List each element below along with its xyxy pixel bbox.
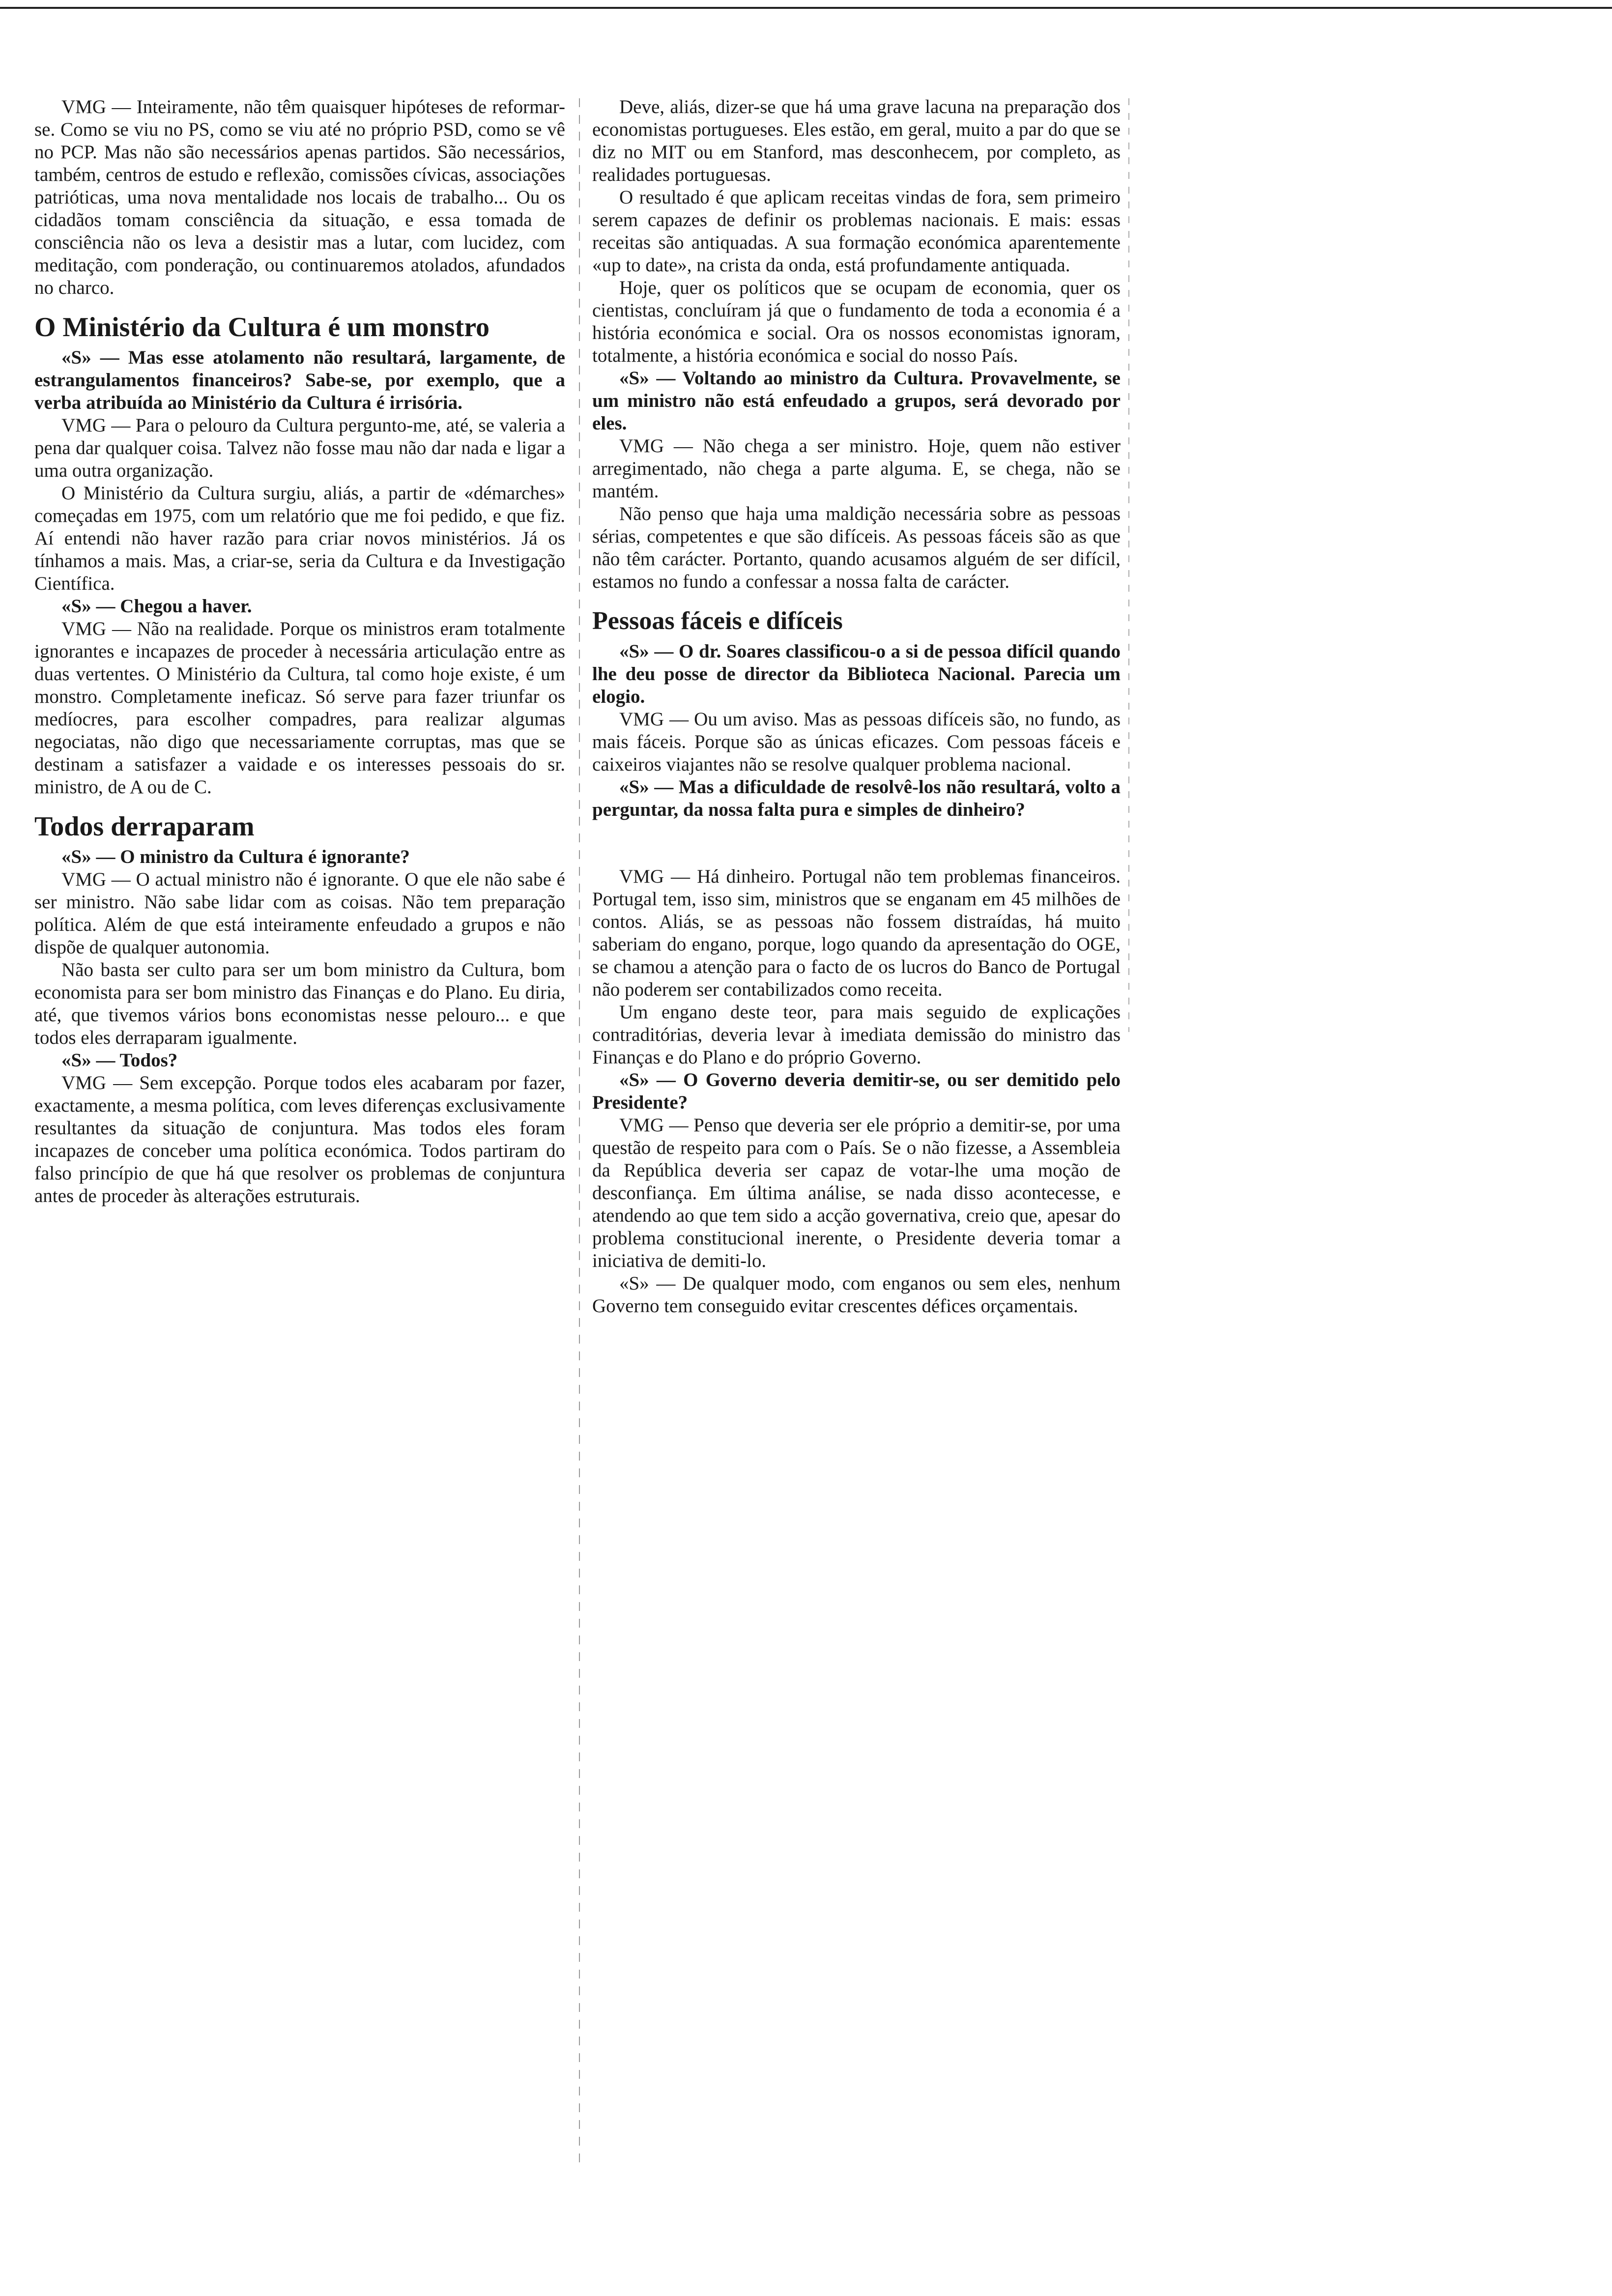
right-margin-rule [1128, 98, 1129, 1032]
top-rule [0, 7, 1612, 9]
question-paragraph: «S» — O Governo deveria demitir-se, ou ser demitido pelo Presidente? [592, 1069, 1121, 1113]
body-paragraph: Hoje, quer os políticos que se ocupam de economia, quer os cientistas, concluíram já que o fundamento de toda a economia é a história económica e social. Ora os nossos economistas ignoram, totalmente, a história económica e social do nosso País. [592, 277, 1121, 366]
answer-paragraph: VMG — Não na realidade. Porque os ministros eram totalmente ignorantes e incapazes de proceder à necessária articulação entre as duas vertentes. O Ministério da Cultura, tal como hoje existe, é um monstro. Completamente ineficaz. Só serve para fazer triunfar os medíocres, para escolher compadres, para realizar algumas negociatas, não digo que necessariamente corruptas, mas que se destinam a satisfazer a vaidade e os interesses pessoais do sr. ministro, de A ou de C. [34, 618, 565, 798]
left-column [34, 96, 565, 1207]
question-paragraph: «S» — Mas a dificuldade de resolvê-los não resultará, volto a perguntar, da nossa falta pura e simples de dinheiro? [592, 776, 1121, 820]
right-column [592, 96, 1121, 1318]
answer-paragraph: «S» — De qualquer modo, com enganos ou sem eles, nenhum Governo tem conseguido evitar crescentes défices orçamentais. [592, 1273, 1121, 1317]
answer-paragraph: VMG — Sem excepção. Porque todos eles acabaram por fazer, exactamente, a mesma política, com leves diferenças exclusivamente resultantes da situação de conjuntura. Mas todos eles foram incapazes de conceber uma política económica. Todos partiram do falso princípio de que há que resolver os problemas de conjuntura antes de proceder às alterações estruturais. [34, 1072, 565, 1206]
answer-paragraph: Não basta ser culto para ser um bom ministro da Cultura, bom economista para ser bom ministro das Finanças e do Plano. Eu diria, até, que tivemos vários bons economistas nesse pelouro... e que todos eles derraparam igualmente. [34, 959, 565, 1048]
answer-paragraph: O Ministério da Cultura surgiu, aliás, a partir de «démarches» começadas em 1975, com um relatório que me foi pedido, e que fiz. Aí entendi não haver razão para criar novos ministérios. Já os tínhamos a mais. Mas, a criar-se, seria da Cultura e da Investigação Científica. [34, 483, 565, 594]
answer-paragraph: VMG — Não chega a ser ministro. Hoje, quem não estiver arregimentado, não chega a parte alguma. E, se chega, não se mantém. [592, 435, 1121, 502]
intro-paragraph: VMG — Inteiramente, não têm quaisquer hipóteses de reformar-se. Como se viu no PS, como se viu até no próprio PSD, como se vê no PCP. Mas não são necessários apenas partidos. São necessários, também, centros de estudo e reflexão, comissões cívicas, associações patrióticas, uma nova mentalidade nos locais de trabalho... Ou os cidadãos tomam consciência da situação, e essa tomada de consciência não os leva a desistir mas a lutar, com lucidez, com meditação, com ponderação, ou continuaremos atolados, afundados no charco. [34, 96, 565, 298]
section-heading-pessoas: Pessoas fáceis e difíceis [592, 607, 843, 635]
column-divider [579, 98, 580, 2162]
answer-paragraph: VMG — Penso que deveria ser ele próprio a demitir-se, por uma questão de respeito para com o País. Se o não fizesse, a Assembleia da República deveria ser capaz de votar-lhe uma moção de desconfiança. Em última análise, se nada disso acontecesse, e atendendo ao que tem sido a acção governativa, creio que, apesar do problema constitucional inerente, o Presidente deveria tomar a iniciativa de demiti-lo. [592, 1115, 1121, 1271]
question-paragraph: «S» — O ministro da Cultura é ignorante? [61, 846, 410, 867]
answer-paragraph: Não penso que haja uma maldição necessária sobre as pessoas sérias, competentes e que são difíceis. As pessoas fáceis são as que não têm carácter. Portanto, quando acusamos alguém de ser difícil, estamos no fundo a confessar a nossa falta de carácter. [592, 503, 1121, 592]
question-paragraph: «S» — O dr. Soares classificou-o a si de pessoa difícil quando lhe deu posse de director da Biblioteca Nacional. Parecia um elogio. [592, 641, 1121, 707]
answer-paragraph: VMG — Ou um aviso. Mas as pessoas difíceis são, no fundo, as mais fáceis. Porque são as únicas eficazes. Com pessoas fáceis e caixeiros viajantes não se resolve qualquer problema nacional. [592, 709, 1121, 775]
answer-paragraph: VMG — Para o pelouro da Cultura pergunto-me, até, se valeria a pena dar qualquer coisa. Talvez não fosse mau não dar nada e ligar a uma outra organização. [34, 415, 565, 481]
section-gap [592, 821, 1121, 865]
body-paragraph: O resultado é que aplicam receitas vindas de fora, sem primeiro serem capazes de definir os problemas nacionais. E mais: essas receitas são antiquadas. A sua formação económica aparentemente «up to date», na crista da onda, está profundamente antiquada. [592, 187, 1121, 276]
section-heading-ministerio: O Ministério da Cultura é um monstro [34, 312, 490, 343]
answer-paragraph: VMG — O actual ministro não é ignorante. O que ele não sabe é ser ministro. Não sabe lidar com as coisas. Não tem preparação política. Além de que está inteiramente enfeudado a grupos e não dispõe de qualquer autonomia. [34, 869, 565, 958]
question-paragraph: «S» — Mas esse atolamento não resultará, largamente, de estrangulamentos financeiros? Sabe-se, por exemplo, que a verba atribuída ao Ministério da Cultura é irrisória. [34, 347, 565, 413]
question-paragraph: «S» — Voltando ao ministro da Cultura. Provavelmente, se um ministro não está enfeudado a grupos, será devorado por eles. [592, 368, 1121, 434]
answer-paragraph: Um engano deste teor, para mais seguido de explicações contraditórias, deveria levar à imediata demissão do ministro das Finanças e do Plano e do próprio Governo. [592, 1002, 1121, 1068]
body-paragraph: Deve, aliás, dizer-se que há uma grave lacuna na preparação dos economistas portugueses. Eles estão, em geral, muito a par do que se diz no MIT ou em Stanford, mas desconhecem, por completo, as realidades portuguesas. [592, 96, 1121, 185]
section-heading-todos-derraparam: Todos derraparam [34, 811, 255, 842]
answer-paragraph: VMG — Há dinheiro. Portugal não tem problemas financeiros. Portugal tem, isso sim, ministros que se enganam em 45 milhões de contos. Aliás, se as pessoas não fossem distraídas, há muito saberiam do engano, porque, logo quando da apresentação do OGE, se chamou a atenção para o facto de os lucros do Banco de Portugal não poderem ser contabilizados como receita. [592, 866, 1121, 1000]
question-paragraph: «S» — Chegou a haver. [61, 596, 252, 617]
question-paragraph: «S» — Todos? [61, 1050, 178, 1071]
